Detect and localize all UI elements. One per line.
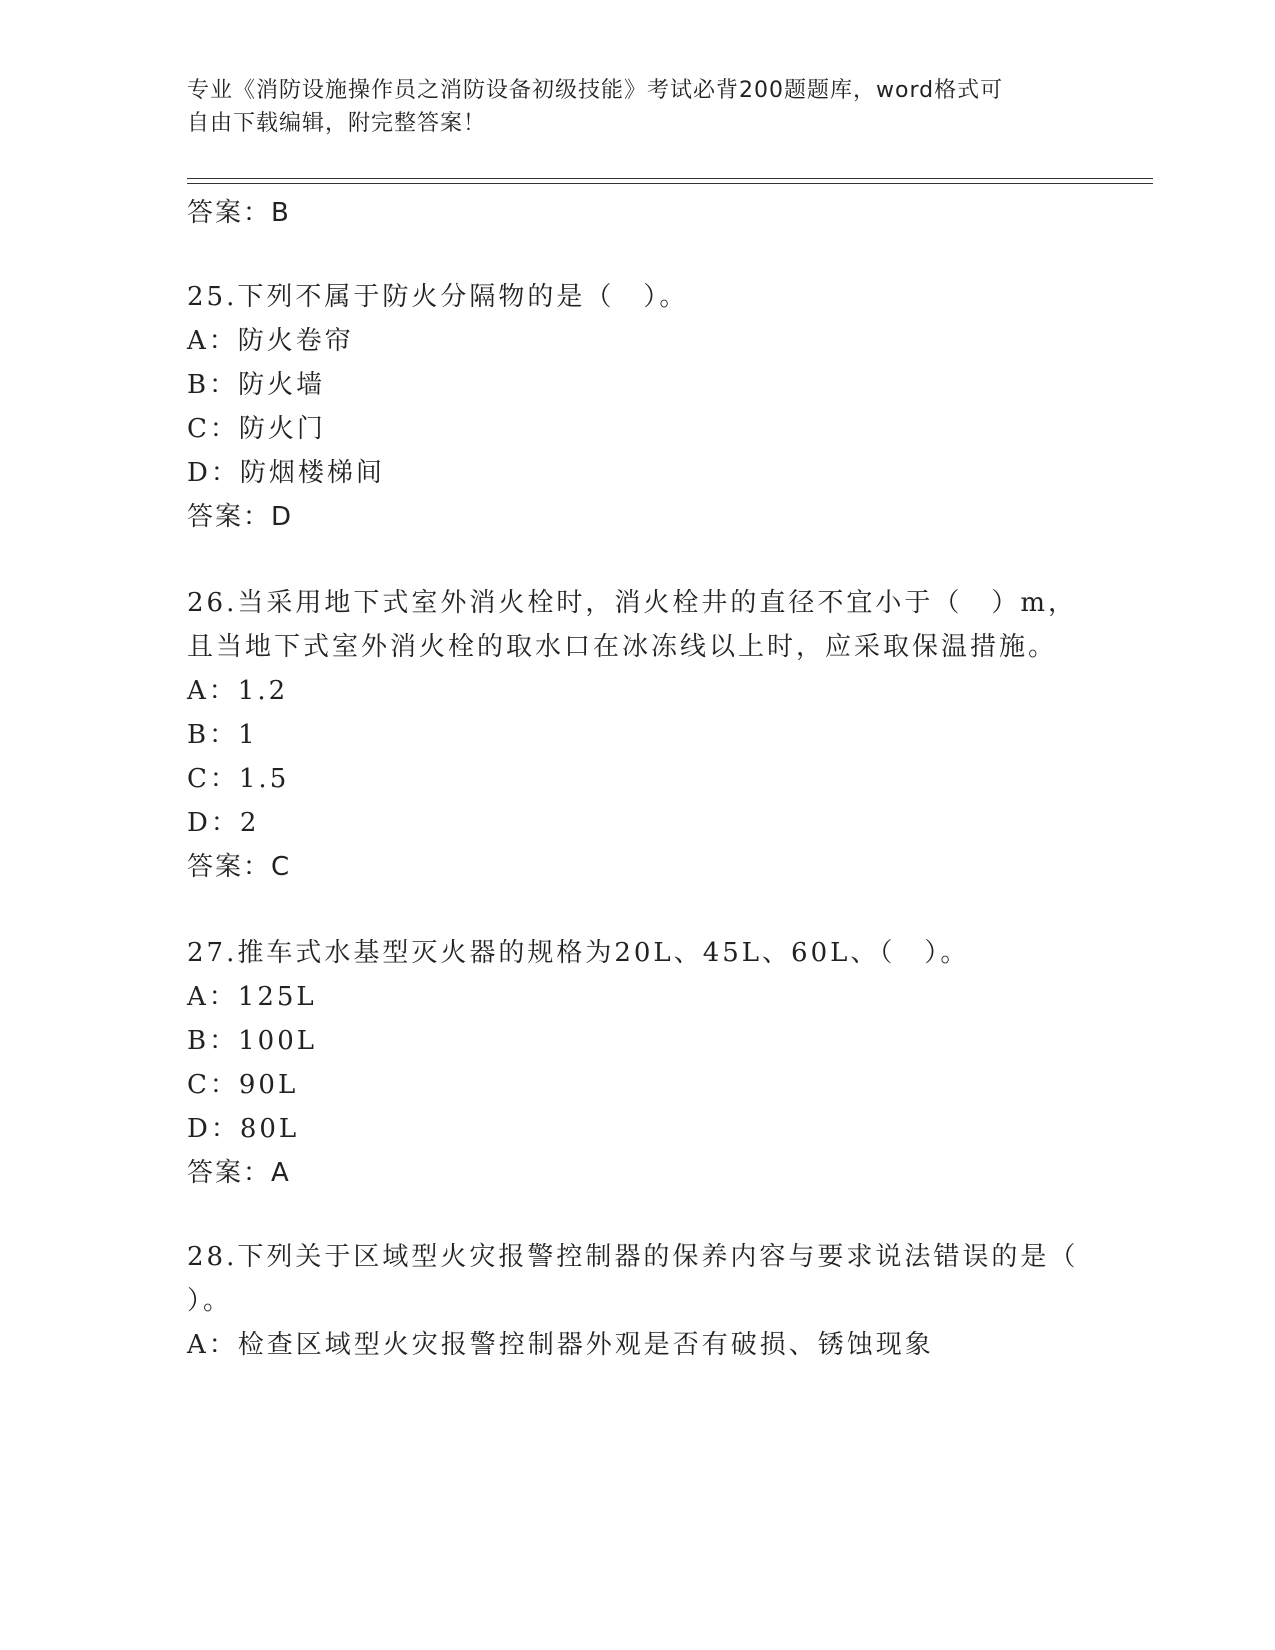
option-a: A：1.2 <box>187 676 289 706</box>
question-stem: 28.下列关于区域型火灾报警控制器的保养内容与要求说法错误的是（ <box>187 1242 1079 1272</box>
option-b: B：防火墙 <box>187 370 326 400</box>
header-rule-bottom <box>187 183 1153 184</box>
option-d: D：80L <box>187 1114 300 1144</box>
answer: 答案：C <box>187 852 292 882</box>
answer-previous: 答案：B <box>187 198 291 228</box>
option-c: C：防火门 <box>187 414 326 444</box>
answer: 答案：D <box>187 502 294 532</box>
option-a: A：125L <box>187 982 317 1012</box>
header-line-2: 自由下载编辑，附完整答案！ <box>187 111 487 136</box>
option-b: B：100L <box>187 1026 317 1056</box>
question-stem: 25.下列不属于防火分隔物的是（ ）。 <box>187 282 689 312</box>
option-d: D：防烟楼梯间 <box>187 458 385 488</box>
option-c: C：1.5 <box>187 764 290 794</box>
answer: 答案：A <box>187 1158 291 1188</box>
question-stem-continued: 且当地下式室外消火栓的取水口在冰冻线以上时，应采取保温措施。 <box>187 632 1058 662</box>
option-d: D：2 <box>187 808 260 838</box>
option-c: C：90L <box>187 1070 299 1100</box>
question-stem: 27.推车式水基型灭火器的规格为20L、45L、60L、（ ）。 <box>187 938 970 968</box>
header-line-1: 专业《消防设施操作员之消防设备初级技能》考试必背200题题库，word格式可 <box>187 78 1004 103</box>
header-rule-top <box>187 178 1153 179</box>
option-a: A：检查区域型火灾报警控制器外观是否有破损、锈蚀现象 <box>187 1330 934 1360</box>
document-header <box>187 74 1067 140</box>
question-stem-continued: ）。 <box>187 1286 233 1316</box>
question-stem: 26.当采用地下式室外消火栓时，消火栓井的直径不宜小于（ ）m， <box>187 588 1078 618</box>
option-a: A：防火卷帘 <box>187 326 354 356</box>
option-b: B：1 <box>187 720 258 750</box>
